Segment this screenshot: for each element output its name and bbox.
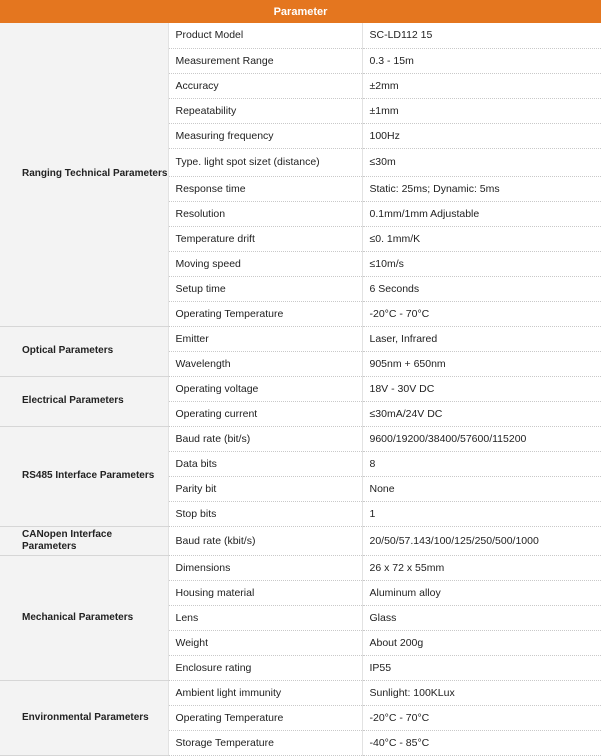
param-value: 0.3 - 15m [362,48,601,73]
param-value: -20°C - 70°C [362,705,601,730]
param-name: Operating current [168,401,362,426]
param-value: ±2mm [362,73,601,98]
param-value: 6 Seconds [362,276,601,301]
param-name: Product Model [168,23,362,48]
param-name: Accuracy [168,73,362,98]
table-row [0,326,601,351]
param-value: 9600/19200/38400/57600/115200 [362,426,601,451]
param-name: Enclosure rating [168,655,362,680]
param-value: Aluminum alloy [362,580,601,605]
param-value: IP55 [362,655,601,680]
param-value: SC-LD112 15 [362,23,601,48]
table-row [0,376,601,401]
param-name: Dimensions [168,555,362,580]
param-name: Measurement Range [168,48,362,73]
param-value: ≤30m [362,148,601,176]
group-label: Mechanical Parameters [0,555,168,680]
param-value: 100Hz [362,123,601,148]
param-name: Lens [168,605,362,630]
param-value: 18V - 30V DC [362,376,601,401]
param-name: Response time [168,176,362,201]
param-value: 8 [362,451,601,476]
param-name: Setup time [168,276,362,301]
param-name: Measuring frequency [168,123,362,148]
param-name: Storage Temperature [168,730,362,755]
group-label: Electrical Parameters [0,376,168,426]
param-name: Baud rate (kbit/s) [168,526,362,555]
param-name: Operating Temperature [168,705,362,730]
param-value: ≤0. 1mm/K [362,226,601,251]
group-label: Environmental Parameters [0,680,168,755]
group-label: Optical Parameters [0,326,168,376]
param-name: Baud rate (bit/s) [168,426,362,451]
table-row [0,426,601,451]
param-value: 905nm + 650nm [362,351,601,376]
param-name: Operating Temperature [168,301,362,326]
param-name: Moving speed [168,251,362,276]
table-header: Parameter [0,0,601,23]
param-value: ≤10m/s [362,251,601,276]
param-name: Ambient light immunity [168,680,362,705]
param-value: Glass [362,605,601,630]
param-value: -40°C - 85°C [362,730,601,755]
table-row [0,526,601,555]
param-value: About 200g [362,630,601,655]
param-name: Temperature drift [168,226,362,251]
header-row [0,0,601,23]
param-value: Laser, Infrared [362,326,601,351]
param-name: Repeatability [168,98,362,123]
param-value: ≤30mA/24V DC [362,401,601,426]
param-name: Weight [168,630,362,655]
spec-body [0,23,601,755]
param-value: None [362,476,601,501]
param-value: Static: 25ms; Dynamic: 5ms [362,176,601,201]
param-value: -20°C - 70°C [362,301,601,326]
param-value: 26 x 72 x 55mm [362,555,601,580]
param-name: Parity bit [168,476,362,501]
param-value: Sunlight: 100KLux [362,680,601,705]
param-name: Type. light spot sizet (distance) [168,148,362,176]
param-name: Resolution [168,201,362,226]
param-name: Emitter [168,326,362,351]
param-value: 0.1mm/1mm Adjustable [362,201,601,226]
table-row [0,680,601,705]
param-value: ±1mm [362,98,601,123]
group-label: CANopen Interface Parameters [0,526,168,555]
param-name: Wavelength [168,351,362,376]
param-name: Data bits [168,451,362,476]
param-name: Stop bits [168,501,362,526]
param-value: 1 [362,501,601,526]
table-row [0,23,601,48]
group-label: Ranging Technical Parameters [0,23,168,326]
param-value: 20/50/57.143/100/125/250/500/1000 [362,526,601,555]
param-name: Housing material [168,580,362,605]
param-name: Operating voltage [168,376,362,401]
table-row [0,555,601,580]
group-label: RS485 Interface Parameters [0,426,168,526]
